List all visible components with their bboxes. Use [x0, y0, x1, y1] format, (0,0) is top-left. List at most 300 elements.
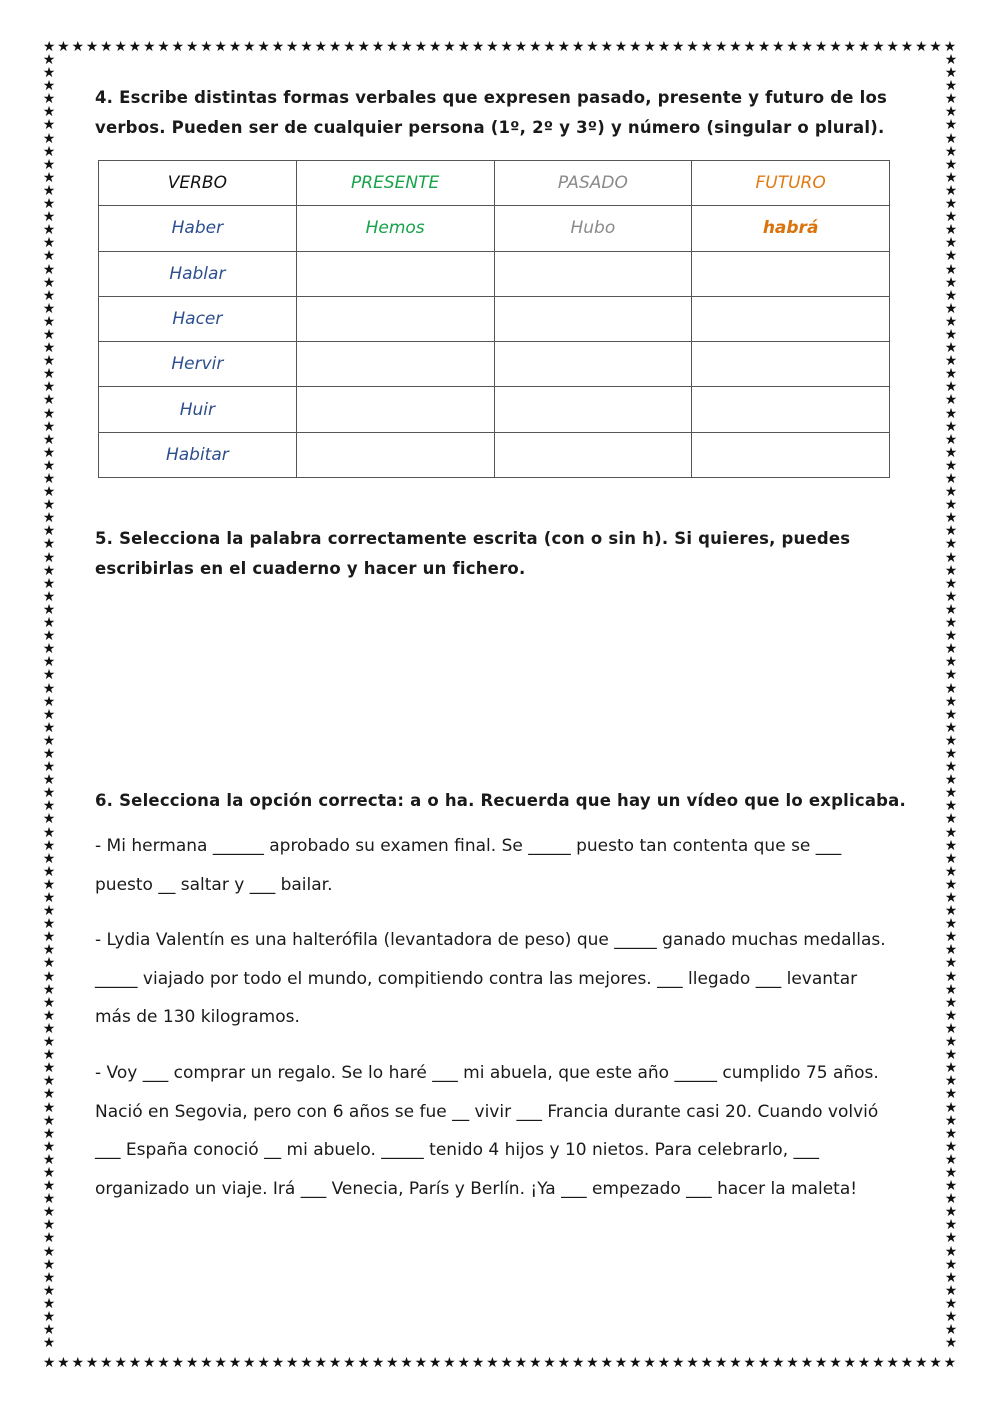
star-icon: ★: [944, 615, 958, 632]
star-icon: ★: [42, 785, 56, 802]
star-icon: ★: [944, 104, 958, 121]
star-icon: ★: [42, 196, 56, 213]
star-icon: ★: [385, 1356, 399, 1370]
star-icon: ★: [943, 40, 957, 54]
star-icon: ★: [543, 1356, 556, 1370]
future-cell[interactable]: [692, 342, 890, 387]
star-icon: ★: [42, 588, 56, 605]
table-row: [99, 387, 890, 432]
paragraph-line: - Voy ___ comprar un regalo. Se lo haré ___ mi abuela, que este año _____ cumplido 75 años.: [95, 1063, 879, 1083]
star-icon: ★: [42, 117, 56, 134]
star-icon: ★: [944, 628, 958, 645]
star-icon: ★: [42, 615, 56, 632]
header-verbo: VERBO: [99, 161, 297, 206]
star-icon: ★: [944, 1099, 958, 1116]
paragraph-line: _____ viajado por todo el mundo, compitiendo contra las mejores. ___ llegado ___ levantar: [95, 968, 858, 989]
star-icon: ★: [42, 1295, 56, 1312]
star-icon: ★: [42, 418, 56, 435]
star-icon: ★: [944, 929, 958, 946]
exercise-paragraph-1: [95, 827, 895, 904]
star-icon: ★: [42, 457, 56, 474]
star-icon: ★: [42, 837, 56, 854]
star-icon: ★: [944, 680, 958, 697]
verb-cell: Huir: [99, 387, 297, 432]
star-icon: ★: [944, 955, 958, 972]
star-icon: ★: [42, 745, 56, 762]
star-icon: ★: [157, 1356, 170, 1370]
star-icon: ★: [528, 40, 542, 54]
star-icon: ★: [42, 1020, 56, 1037]
star-icon: ★: [914, 1356, 928, 1370]
star-icon: ★: [42, 143, 56, 160]
star-icon: ★: [944, 1164, 958, 1181]
question-5-line-1: 5. Selecciona la palabra correctamente escrita (con o sin h). Si quieres, puedes: [95, 529, 851, 548]
paragraph-line: - Lydia Valentín es una halterófila (levantadora de peso) que _____ ganado muchas medallas.: [95, 930, 886, 950]
star-icon: ★: [944, 824, 958, 841]
star-icon: ★: [42, 719, 56, 736]
star-icon: ★: [629, 40, 642, 54]
star-icon: ★: [944, 916, 958, 933]
star-icon: ★: [42, 549, 56, 566]
star-icon: ★: [671, 1356, 685, 1370]
future-cell[interactable]: [692, 296, 890, 341]
star-icon: ★: [42, 156, 56, 173]
star-icon: ★: [743, 40, 756, 54]
star-icon: ★: [271, 40, 285, 54]
star-icon: ★: [944, 1125, 958, 1142]
question-4-instructions: [95, 83, 890, 143]
star-icon: ★: [42, 732, 56, 749]
star-icon: ★: [42, 1138, 56, 1155]
star-icon: ★: [944, 1191, 958, 1208]
star-icon: ★: [944, 235, 958, 252]
verb-cell: Habitar: [99, 432, 297, 477]
star-icon: ★: [944, 562, 958, 579]
star-icon: ★: [42, 903, 56, 920]
star-icon: ★: [42, 798, 56, 815]
question-4-line-1: 4. Escribe distintas formas verbales que expresen pasado, presente y futuro de los: [95, 88, 888, 107]
star-icon: ★: [42, 706, 56, 723]
star-icon: ★: [700, 1356, 714, 1370]
star-icon: ★: [500, 1356, 513, 1370]
star-icon: ★: [42, 471, 56, 487]
paragraph-line: más de 130 kilogramos.: [95, 1007, 300, 1027]
star-icon: ★: [42, 248, 56, 265]
star-icon: ★: [944, 601, 958, 618]
star-icon: ★: [944, 1322, 958, 1339]
star-icon: ★: [944, 1282, 958, 1299]
star-icon: ★: [57, 40, 70, 54]
star-icon: ★: [944, 1256, 958, 1273]
star-icon: ★: [171, 1356, 185, 1370]
star-icon: ★: [944, 1151, 958, 1168]
star-icon: ★: [42, 824, 56, 841]
star-icon: ★: [42, 1099, 56, 1116]
star-icon: ★: [944, 837, 958, 854]
star-icon: ★: [944, 209, 958, 226]
star-icon: ★: [142, 1356, 156, 1370]
future-cell[interactable]: [692, 432, 890, 477]
star-icon: ★: [71, 1356, 85, 1370]
star-icon: ★: [800, 40, 814, 54]
star-icon: ★: [944, 510, 958, 527]
star-icon: ★: [814, 40, 828, 54]
star-icon: ★: [614, 40, 628, 54]
star-icon: ★: [42, 1356, 56, 1370]
star-icon: ★: [944, 693, 958, 710]
star-icon: ★: [514, 1356, 528, 1370]
star-icon: ★: [944, 1335, 958, 1352]
star-icon: ★: [42, 994, 56, 1011]
star-icon: ★: [257, 1356, 270, 1370]
star-icon: ★: [214, 1356, 227, 1370]
star-icon: ★: [400, 1356, 413, 1370]
star-icon: ★: [42, 405, 56, 422]
star-icon: ★: [944, 326, 958, 343]
star-icon: ★: [42, 1243, 56, 1260]
question-5-instructions: [95, 524, 890, 584]
star-icon: ★: [757, 1356, 771, 1370]
star-icon: ★: [872, 40, 885, 54]
star-icon: ★: [944, 418, 958, 435]
star-icon: ★: [944, 261, 958, 278]
star-icon: ★: [944, 484, 958, 501]
verb-cell: Hervir: [99, 342, 297, 387]
star-icon: ★: [85, 40, 99, 54]
star-icon: ★: [42, 562, 56, 579]
star-icon: ★: [42, 968, 56, 985]
star-icon: ★: [943, 1356, 957, 1370]
star-icon: ★: [228, 1356, 242, 1370]
exercise-paragraph-3: [95, 1054, 895, 1208]
star-icon: ★: [42, 497, 56, 514]
future-cell[interactable]: [692, 387, 890, 432]
star-icon: ★: [944, 863, 958, 880]
star-icon: ★: [944, 1112, 958, 1129]
star-icon: ★: [729, 40, 742, 54]
star-icon: ★: [85, 1356, 99, 1370]
star-icon: ★: [42, 235, 56, 252]
star-icon: ★: [944, 575, 958, 592]
star-icon: ★: [100, 40, 113, 54]
past-cell[interactable]: [494, 296, 692, 341]
star-icon: ★: [944, 431, 958, 448]
star-icon: ★: [42, 130, 56, 147]
star-icon: ★: [944, 78, 958, 95]
star-icon: ★: [428, 1356, 442, 1370]
star-icon: ★: [42, 392, 56, 409]
star-icon: ★: [944, 890, 958, 906]
star-icon: ★: [443, 40, 456, 54]
star-icon: ★: [571, 1356, 585, 1370]
star-icon: ★: [843, 1356, 857, 1370]
star-icon: ★: [128, 40, 142, 54]
past-cell[interactable]: [494, 432, 692, 477]
star-icon: ★: [528, 1356, 542, 1370]
past-cell[interactable]: [494, 342, 692, 387]
star-icon: ★: [114, 1356, 127, 1370]
past-cell[interactable]: Hubo: [494, 206, 692, 251]
star-icon: ★: [42, 942, 56, 959]
star-icon: ★: [514, 40, 528, 54]
table-row: [99, 296, 890, 341]
star-icon: ★: [400, 40, 413, 54]
star-icon: ★: [671, 40, 685, 54]
star-icon: ★: [42, 1309, 56, 1325]
star-icon: ★: [872, 1356, 885, 1370]
star-icon: ★: [944, 994, 958, 1011]
star-icon: ★: [886, 1356, 899, 1370]
question-5-line-2: escribirlas en el cuaderno y hacer un fichero.: [95, 559, 526, 578]
star-icon: ★: [586, 40, 599, 54]
star-icon: ★: [42, 1335, 56, 1352]
star-icon: ★: [42, 1007, 56, 1024]
star-icon: ★: [42, 484, 56, 501]
star-icon: ★: [42, 1269, 56, 1286]
star-icon: ★: [42, 340, 56, 357]
star-icon: ★: [42, 40, 56, 54]
star-icon: ★: [114, 40, 127, 54]
star-icon: ★: [944, 1086, 958, 1103]
star-icon: ★: [786, 40, 799, 54]
star-icon: ★: [42, 222, 56, 239]
verb-cell: Hablar: [99, 251, 297, 296]
star-icon: ★: [171, 40, 185, 54]
star-icon: ★: [243, 40, 256, 54]
star-icon: ★: [944, 732, 958, 749]
star-icon: ★: [944, 536, 958, 553]
paragraph-line: puesto __ saltar y ___ bailar.: [95, 874, 333, 895]
star-icon: ★: [185, 1356, 199, 1370]
star-icon: ★: [944, 91, 958, 108]
star-icon: ★: [944, 379, 958, 396]
star-icon: ★: [944, 156, 958, 173]
star-icon: ★: [944, 1034, 958, 1051]
star-icon: ★: [42, 78, 56, 95]
star-icon: ★: [414, 1356, 428, 1370]
star-border-left: [42, 54, 56, 1356]
star-icon: ★: [944, 588, 958, 605]
star-icon: ★: [944, 942, 958, 959]
paragraph-line: Nació en Segovia, pero con 6 años se fue __ vivir ___ Francia durante casi 20. Cuando volvió: [95, 1101, 879, 1122]
star-icon: ★: [42, 169, 56, 186]
star-icon: ★: [314, 1356, 328, 1370]
verb-forms-table: [98, 160, 890, 478]
star-icon: ★: [42, 693, 56, 710]
star-icon: ★: [829, 1356, 842, 1370]
star-icon: ★: [944, 248, 958, 265]
paragraph-line: organizado un viaje. Irá ___ Venecia, París y Berlín. ¡Ya ___ empezado ___ hacer la maleta!: [95, 1178, 858, 1199]
present-cell[interactable]: [296, 296, 494, 341]
star-icon: ★: [42, 536, 56, 553]
star-icon: ★: [729, 1356, 742, 1370]
star-icon: ★: [944, 169, 958, 186]
star-icon: ★: [42, 1047, 56, 1064]
star-icon: ★: [42, 1178, 56, 1195]
star-icon: ★: [900, 1356, 914, 1370]
star-icon: ★: [944, 497, 958, 514]
star-icon: ★: [629, 1356, 642, 1370]
star-icon: ★: [944, 1073, 958, 1090]
star-icon: ★: [944, 117, 958, 134]
future-cell[interactable]: [692, 251, 890, 296]
star-icon: ★: [944, 1047, 958, 1064]
star-icon: ★: [200, 1356, 213, 1370]
star-icon: ★: [600, 40, 613, 54]
star-icon: ★: [42, 1217, 56, 1234]
star-icon: ★: [42, 104, 56, 121]
star-icon: ★: [944, 1217, 958, 1234]
star-icon: ★: [686, 1356, 699, 1370]
star-icon: ★: [42, 287, 56, 304]
star-icon: ★: [42, 1164, 56, 1181]
star-icon: ★: [42, 1112, 56, 1129]
star-icon: ★: [300, 1356, 313, 1370]
present-cell[interactable]: [296, 432, 494, 477]
star-icon: ★: [42, 54, 56, 68]
star-icon: ★: [600, 1356, 613, 1370]
star-icon: ★: [944, 130, 958, 147]
star-icon: ★: [944, 222, 958, 239]
star-icon: ★: [944, 1007, 958, 1024]
question-4-line-2: verbos. Pueden ser de cualquier persona (1º, 2º y 3º) y número (singular o plural).: [95, 118, 885, 137]
star-icon: ★: [944, 1269, 958, 1286]
star-icon: ★: [100, 1356, 113, 1370]
star-icon: ★: [42, 916, 56, 933]
star-icon: ★: [486, 1356, 499, 1370]
star-icon: ★: [543, 40, 556, 54]
star-icon: ★: [42, 209, 56, 226]
star-icon: ★: [944, 876, 958, 893]
star-icon: ★: [944, 340, 958, 357]
star-icon: ★: [944, 811, 958, 828]
star-icon: ★: [300, 40, 313, 54]
star-icon: ★: [800, 1356, 814, 1370]
star-icon: ★: [42, 811, 56, 828]
star-icon: ★: [686, 40, 699, 54]
star-icon: ★: [944, 968, 958, 985]
star-icon: ★: [42, 1256, 56, 1273]
future-cell[interactable]: habrá: [692, 206, 890, 251]
verb-cell: Haber: [99, 206, 297, 251]
star-icon: ★: [42, 91, 56, 108]
star-icon: ★: [557, 1356, 571, 1370]
star-border-top: [42, 40, 958, 54]
star-icon: ★: [42, 261, 56, 278]
star-icon: ★: [314, 40, 328, 54]
star-icon: ★: [343, 40, 356, 54]
star-icon: ★: [886, 40, 899, 54]
paragraph-line: ___ España conoció __ mi abuelo. _____ tenido 4 hijos y 10 nietos. Para celebrarlo, ___: [95, 1140, 820, 1160]
star-icon: ★: [185, 40, 199, 54]
star-icon: ★: [285, 1356, 299, 1370]
star-icon: ★: [328, 40, 342, 54]
star-icon: ★: [42, 1282, 56, 1299]
star-icon: ★: [471, 1356, 485, 1370]
star-icon: ★: [42, 890, 56, 906]
star-icon: ★: [944, 366, 958, 383]
star-icon: ★: [271, 1356, 285, 1370]
star-icon: ★: [42, 523, 56, 540]
star-icon: ★: [285, 40, 299, 54]
past-cell[interactable]: [494, 387, 692, 432]
star-icon: ★: [42, 1086, 56, 1103]
star-icon: ★: [228, 40, 242, 54]
star-icon: ★: [657, 1356, 671, 1370]
exercise-paragraph-2: [95, 921, 895, 1037]
star-icon: ★: [42, 641, 56, 658]
star-icon: ★: [743, 1356, 756, 1370]
star-icon: ★: [944, 1060, 958, 1077]
star-icon: ★: [944, 444, 958, 461]
star-icon: ★: [944, 471, 958, 487]
table-row: [99, 432, 890, 477]
star-icon: ★: [944, 392, 958, 409]
question-6-title: 6. Selecciona la opción correcta: a o ha. Recuerda que hay un vídeo que lo explicaba.: [95, 791, 906, 810]
star-icon: ★: [357, 40, 370, 54]
present-cell[interactable]: [296, 387, 494, 432]
star-icon: ★: [944, 457, 958, 474]
present-cell[interactable]: [296, 251, 494, 296]
star-icon: ★: [857, 40, 871, 54]
star-icon: ★: [42, 1191, 56, 1208]
table-row: [99, 206, 890, 251]
star-icon: ★: [42, 182, 56, 199]
paragraph-line: - Mi hermana ______ aprobado su examen final. Se _____ puesto tan contenta que se ___: [95, 836, 842, 856]
past-cell[interactable]: [494, 251, 692, 296]
star-icon: ★: [843, 40, 857, 54]
question-6-instructions: [95, 786, 906, 816]
star-icon: ★: [42, 863, 56, 880]
star-icon: ★: [42, 431, 56, 448]
star-icon: ★: [385, 40, 399, 54]
present-cell[interactable]: Hemos: [296, 206, 494, 251]
header-presente: PRESENTE: [296, 161, 494, 206]
star-icon: ★: [142, 40, 156, 54]
star-border-right: [944, 54, 958, 1356]
star-icon: ★: [200, 40, 213, 54]
star-icon: ★: [42, 274, 56, 291]
star-icon: ★: [42, 955, 56, 972]
star-icon: ★: [42, 575, 56, 592]
star-icon: ★: [42, 1204, 56, 1221]
star-icon: ★: [944, 641, 958, 658]
star-icon: ★: [929, 1356, 942, 1370]
star-icon: ★: [42, 876, 56, 893]
table-row: [99, 342, 890, 387]
star-icon: ★: [42, 601, 56, 618]
star-icon: ★: [486, 40, 499, 54]
star-icon: ★: [944, 667, 958, 684]
star-icon: ★: [42, 1151, 56, 1168]
star-icon: ★: [944, 654, 958, 671]
star-icon: ★: [944, 1204, 958, 1221]
star-icon: ★: [944, 759, 958, 776]
star-icon: ★: [944, 65, 958, 82]
present-cell[interactable]: [296, 342, 494, 387]
star-icon: ★: [457, 1356, 471, 1370]
star-icon: ★: [157, 40, 170, 54]
star-icon: ★: [944, 1243, 958, 1260]
star-icon: ★: [42, 300, 56, 317]
star-icon: ★: [414, 40, 428, 54]
star-icon: ★: [328, 1356, 342, 1370]
star-icon: ★: [42, 510, 56, 527]
star-icon: ★: [343, 1356, 356, 1370]
star-icon: ★: [857, 1356, 871, 1370]
star-icon: ★: [42, 65, 56, 82]
star-icon: ★: [944, 182, 958, 199]
